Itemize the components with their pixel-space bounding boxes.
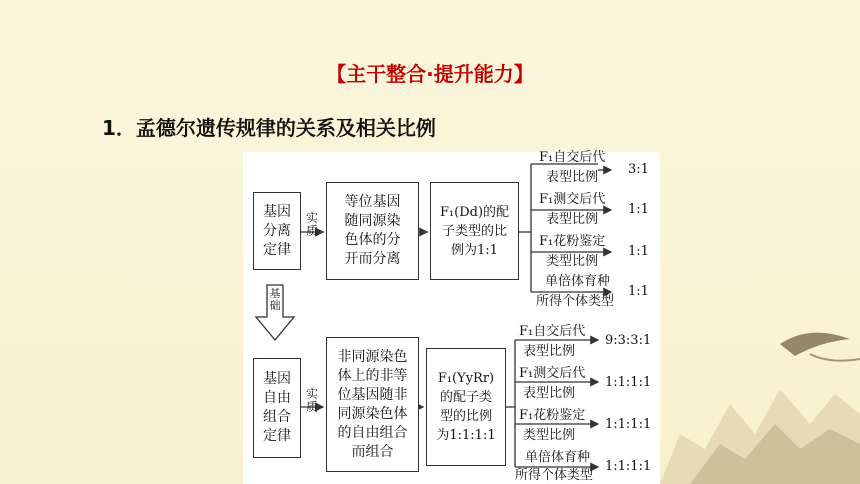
diagram-panel [243,152,660,484]
essence-box-bottom: 非同源染色 体上的非等 位基因随非 同源染色体 的自由组合 而组合 [326,337,419,472]
ratio-bottom-2: 1:1:1:1 [605,375,652,390]
outcome-bottom-3-line1: F₁花粉鉴定 [519,408,586,423]
outcome-bottom-4-line1: 单倍体育种 [525,450,591,465]
ratio-bottom-1: 9:3:3:1 [605,333,652,348]
outcome-top-1-line1: F₁自交后代 [539,150,606,165]
gamete-ratio-box-bottom: F₁(YyRr) 的配子类 型的比例 为1:1:1:1 [426,348,506,466]
outcome-bottom-1-line2: 表型比例 [523,344,576,359]
essence-label-top: 实 质 [305,211,318,238]
outcome-bottom-3-line2: 类型比例 [523,428,576,443]
ratio-bottom-3: 1:1:1:1 [605,417,652,432]
outcome-top-3-line2: 类型比例 [546,254,599,269]
outcome-bottom-2-line2: 表型比例 [523,386,576,401]
landscape-decoration [660,284,860,484]
independent-assortment-law-box: 基因 自由 组合 定律 [253,358,301,458]
outcome-top-2-line1: F₁测交后代 [539,192,606,207]
gamete-ratio-box-top: F₁(Dd)的配 子类型的比 例为1:1 [430,182,519,280]
basis-label: 基 础 [269,287,281,312]
outcome-bottom-1-line1: F₁自交后代 [519,324,586,339]
outcome-top-4-line1: 单倍体育种 [545,274,611,289]
ratio-bottom-4: 1:1:1:1 [605,459,652,474]
outcome-top-2-line2: 表型比例 [546,212,599,227]
outcome-bottom-2-line1: F₁测交后代 [519,366,586,381]
outcome-bottom-4-line2: 所得个体类型 [515,468,594,483]
outcome-top-1-line2: 表型比例 [546,170,599,185]
ratio-top-1: 3:1 [628,162,649,177]
section-subheading: 1．孟德尔遗传规律的关系及相关比例 [102,116,436,140]
outcome-top-3-line1: F₁花粉鉴定 [539,234,606,249]
ratio-top-3: 1:1 [628,244,649,259]
essence-box-top: 等位基因 随同源染 色体的分 开而分离 [326,182,419,280]
essence-label-bottom: 实 质 [305,387,318,414]
section-heading: 【主干整合·提升能力】 [326,62,534,86]
segregation-law-box: 基因 分离 定律 [253,192,301,270]
ratio-top-4: 1:1 [628,284,649,299]
outcome-top-4-line2: 所得个体类型 [536,294,615,309]
ratio-top-2: 1:1 [628,202,649,217]
